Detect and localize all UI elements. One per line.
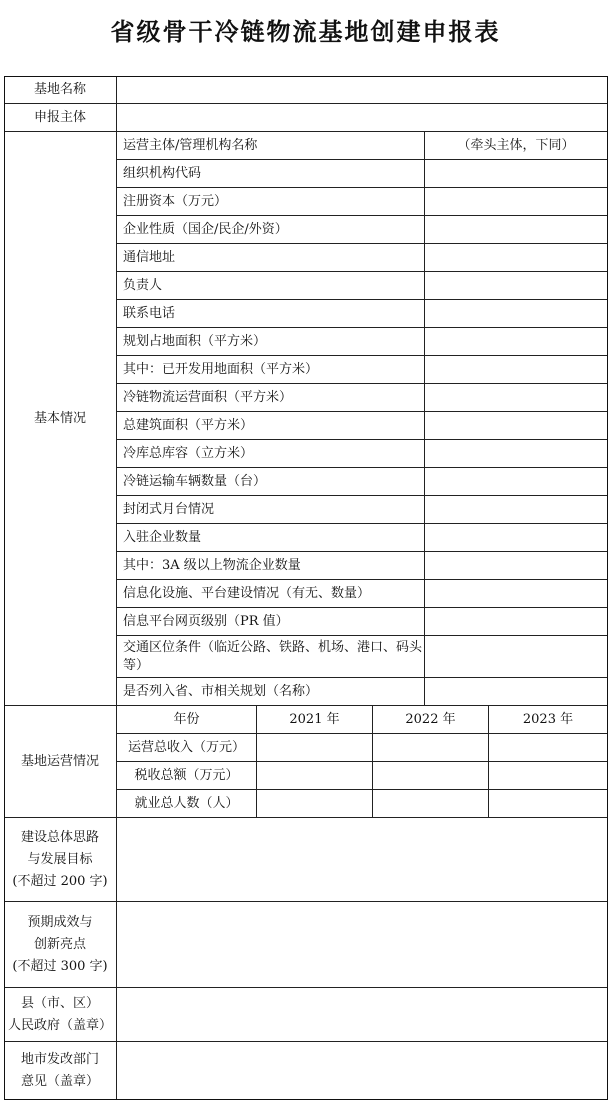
operation-value-2021[interactable] [257, 790, 373, 818]
basic-info-item-field[interactable] [425, 440, 608, 468]
application-table [4, 76, 608, 1100]
basic-info-item-label: 组织机构代码 [117, 160, 425, 188]
construction-label [4, 818, 117, 902]
basic-info-item-label: 总建筑面积（平方米） [117, 412, 425, 440]
basic-info-item-label: 信息平台网页级别（PR 值） [117, 608, 425, 636]
basic-info-item-label: 交通区位条件（临近公路、铁路、机场、港口、码头等） [117, 636, 425, 678]
effect-line2: 创新亮点 [33, 936, 86, 952]
basic-info-item-label: 注册资本（万元） [117, 188, 425, 216]
basic-info-item-label: 规划占地面积（平方米） [117, 328, 425, 356]
operation-value-2022[interactable] [373, 734, 489, 762]
basic-info-item-field[interactable] [425, 384, 608, 412]
county-line2: 人民政府（盖章） [7, 1017, 112, 1033]
basic-info-item-label: 其中：已开发用地面积（平方米） [117, 356, 425, 384]
effect-line3: (不超过 300 字) [12, 958, 108, 974]
operation-row-label: 运营总收入（万元） [117, 734, 257, 762]
basic-info-item-label: 封闭式月台情况 [117, 496, 425, 524]
effect-field[interactable] [117, 902, 608, 988]
basic-info-item-label: 负责人 [117, 272, 425, 300]
operation-value-2023[interactable] [489, 734, 608, 762]
operation-row-label: 税收总额（万元） [117, 762, 257, 790]
basic-info-item-field[interactable] [425, 468, 608, 496]
basic-info-note[interactable]: （牵头主体，下同） [425, 132, 608, 160]
basic-info-item-label: 企业性质（国企/民企/外资） [117, 216, 425, 244]
construction-line1: 建设总体思路 [20, 829, 99, 845]
operation-value-2023[interactable] [489, 762, 608, 790]
effect-label [4, 902, 117, 988]
basic-info-item-field[interactable] [425, 580, 608, 608]
basic-info-item-field[interactable] [425, 272, 608, 300]
city-line2: 意见（盖章） [20, 1073, 99, 1089]
city-field[interactable] [117, 1042, 608, 1100]
construction-line2: 与发展目标 [27, 851, 93, 867]
base-name-field[interactable] [117, 76, 608, 104]
operation-value-2022[interactable] [373, 762, 489, 790]
county-field[interactable] [117, 988, 608, 1042]
basic-info-item-field[interactable] [425, 328, 608, 356]
basic-info-item-field[interactable] [425, 244, 608, 272]
operation-row-label: 就业总人数（人） [117, 790, 257, 818]
basic-info-item-field[interactable] [425, 412, 608, 440]
basic-info-item-label: 通信地址 [117, 244, 425, 272]
operation-value-2021[interactable] [257, 762, 373, 790]
basic-info-item-field[interactable] [425, 636, 608, 678]
county-line1: 县（市、区） [20, 995, 99, 1011]
city-line1: 地市发改部门 [20, 1051, 99, 1067]
basic-info-item-label: 运营主体/管理机构名称 [117, 132, 425, 160]
basic-info-item-field[interactable] [425, 300, 608, 328]
basic-info-item-field[interactable] [425, 356, 608, 384]
operation-label: 基地运营情况 [4, 706, 117, 818]
basic-info-item-label: 信息化设施、平台建设情况（有无、数量） [117, 580, 425, 608]
base-name-label: 基地名称 [4, 76, 117, 104]
effect-line1: 预期成效与 [27, 914, 93, 930]
basic-info-item-field[interactable] [425, 524, 608, 552]
basic-info-item-field[interactable] [425, 552, 608, 580]
form-title: 省级骨干冷链物流基地创建申报表 [110, 17, 501, 46]
basic-info-item-field[interactable] [425, 188, 608, 216]
year-2022: 2022 年 [373, 706, 489, 734]
basic-info-item-label: 其中：3A 级以上物流企业数量 [117, 552, 425, 580]
basic-info-item-label: 是否列入省、市相关规划（名称） [117, 678, 425, 706]
basic-info-item-field[interactable] [425, 496, 608, 524]
applicant-label: 申报主体 [4, 104, 117, 132]
operation-value-2021[interactable] [257, 734, 373, 762]
operation-value-2022[interactable] [373, 790, 489, 818]
county-label [4, 988, 117, 1042]
basic-info-item-field[interactable] [425, 216, 608, 244]
basic-info-item-label: 入驻企业数量 [117, 524, 425, 552]
year-2021: 2021 年 [257, 706, 373, 734]
basic-info-item-label: 冷链物流运营面积（平方米） [117, 384, 425, 412]
applicant-field[interactable] [117, 104, 608, 132]
construction-line3: (不超过 200 字) [12, 873, 108, 889]
basic-info-item-label: 冷链运输车辆数量（台） [117, 468, 425, 496]
city-label [4, 1042, 117, 1100]
basic-info-label: 基本情况 [4, 132, 117, 706]
basic-info-item-label: 冷库总库容（立方米） [117, 440, 425, 468]
operation-value-2023[interactable] [489, 790, 608, 818]
basic-info-item-field[interactable] [425, 608, 608, 636]
year-header: 年份 [117, 706, 257, 734]
year-2023: 2023 年 [489, 706, 608, 734]
construction-field[interactable] [117, 818, 608, 902]
basic-info-item-field[interactable] [425, 678, 608, 706]
basic-info-item-label: 联系电话 [117, 300, 425, 328]
basic-info-item-field[interactable] [425, 160, 608, 188]
